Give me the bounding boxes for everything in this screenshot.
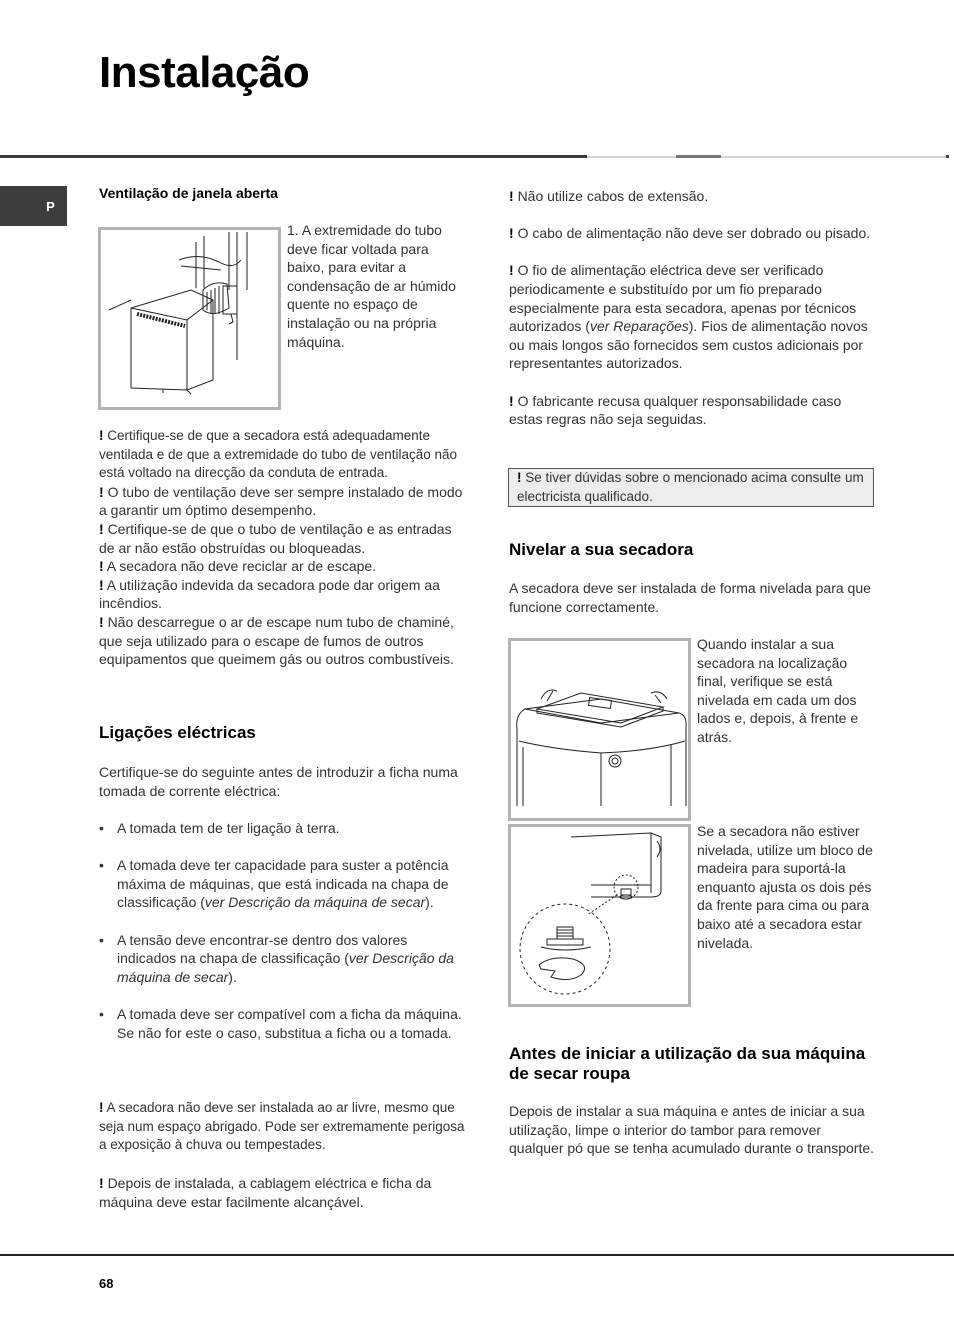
- electrical-intro: Certifique-se do seguinte antes de introduzir a ficha numa tomada de corrente eléctrica:: [99, 764, 458, 799]
- electrical-heading: Ligações eléctricas: [99, 723, 256, 742]
- footer-rule: [0, 1254, 954, 1256]
- language-tab-label: P: [46, 198, 55, 214]
- power-cable-warnings: [509, 187, 875, 447]
- leveling-intro: A secadora deve ser instalada de forma nivelada para que funcione correctamente.: [509, 580, 871, 615]
- before-use-heading: Antes de iniciar a utilização da sua máquina de secar roupa: [509, 1044, 866, 1083]
- header-rule: [0, 155, 954, 159]
- leveling-feet-figure: [508, 824, 691, 1007]
- before-use-text: Depois de instalar a sua máquina e antes de iniciar a sua utilização, limpe o interior do tambor para remover qualquer pó que se tenha acumulado durante o transporte.: [509, 1103, 875, 1157]
- electrician-note-box: ! Se tiver dúvidas sobre o mencionado acima consulte um electricista qualificado.: [508, 468, 874, 507]
- list-item: • A tomada deve ter capacidade para suster a potência máxima de máquinas, que está indicada na chapa de classificação (ver Descrição da máquina de secar).: [99, 856, 465, 912]
- window-ventilation-heading: Ventilação de janela aberta: [99, 185, 278, 201]
- electrical-requirements: [99, 819, 465, 1061]
- warning-item: ! Não utilize cabos de extensão.: [509, 188, 709, 204]
- language-tab: [0, 186, 67, 226]
- warning-item: ! Não descarregue o ar de escape num tubo de chaminé, que seja utilizado para o escape de fumos de outros equipamentos que queimem gás ou outros combustíveis.: [99, 613, 454, 668]
- warning-item: ! O fio de alimentação eléctrica deve ser verificado periodicamente e substituído por um fio preparado especialmente para esta secadora, apenas por técnicos autorizados (ver Reparações). Fios de alimentação novos ou mais longos são fornecidos sem custos adicionais por representantes autorizados.: [509, 262, 868, 372]
- ventilation-figure: [98, 227, 281, 410]
- list-item: • A tomada deve ser compatível com a ficha da máquina. Se não for este o caso, substitua a ficha ou a tomada.: [99, 1005, 465, 1042]
- list-item: • A tomada tem de ter ligação à terra.: [99, 819, 465, 838]
- list-item: • A tensão deve encontrar-se dentro dos valores indicados na chapa de classificação (ver Descrição da máquina de secar).: [99, 931, 465, 987]
- spirit-level-illustration: [511, 641, 688, 818]
- warning-item: ! Certifique-se de que o tubo de ventilação e as entradas de ar não estão obstruídas ou bloqueadas.: [99, 520, 452, 556]
- leveling-check-caption: Quando instalar a sua secadora na localização final, verifique se está nivelada em cada um dos lados e, depois, à frente e atrás.: [697, 636, 859, 745]
- warning-item: ! Certifique-se de que a secadora está adequadamente ventilada e de que a extremidade do tubo de ventilação não está voltado na direcção da conduta de entrada.: [99, 428, 458, 481]
- adjustable-foot-illustration: [511, 827, 688, 1004]
- warning-item: ! O cabo de alimentação não deve ser dobrado ou pisado.: [509, 225, 871, 242]
- ventilation-warnings: [99, 427, 465, 669]
- warning-item: ! O tubo de ventilação deve ser sempre instalado de modo a garantir um óptimo desempenho.: [99, 483, 463, 519]
- page-number: 68: [99, 1276, 114, 1291]
- ventilation-figure-caption: 1. A extremidade do tubo deve ficar voltada para baixo, para evitar a condensação de ar húmido quente no espaço de instalação ou na própria máquina.: [287, 222, 456, 350]
- outdoor-warning: ! A secadora não deve ser instalada ao ar livre, mesmo que seja num espaço abrigado. Pode ser extremamente perigosa a exposição à chuva ou tempestades.: [99, 1100, 465, 1153]
- leveling-feet-caption: Se a secadora não estiver nivelada, utilize um bloco de madeira para suportá-la enquanto ajusta os dois pés da frente para cima ou para baixo até a secadora estar nivelada.: [697, 823, 873, 951]
- dryer-window-vent-illustration: [101, 230, 278, 407]
- leveling-heading: Nivelar a sua secadora: [509, 540, 694, 559]
- warning-item: ! O fabricante recusa qualquer responsabilidade caso estas regras não seja seguidas.: [509, 392, 842, 428]
- leveling-check-figure: [508, 638, 691, 821]
- access-warning: ! Depois de instalada, a cablagem eléctrica e ficha da máquina deve estar facilmente alcançável.: [99, 1175, 432, 1210]
- warning-item: ! A utilização indevida da secadora pode dar origem aa incêndios.: [99, 576, 440, 612]
- warning-item: ! A secadora não deve reciclar ar de escape.: [99, 558, 377, 575]
- page-title: Instalação: [99, 48, 310, 97]
